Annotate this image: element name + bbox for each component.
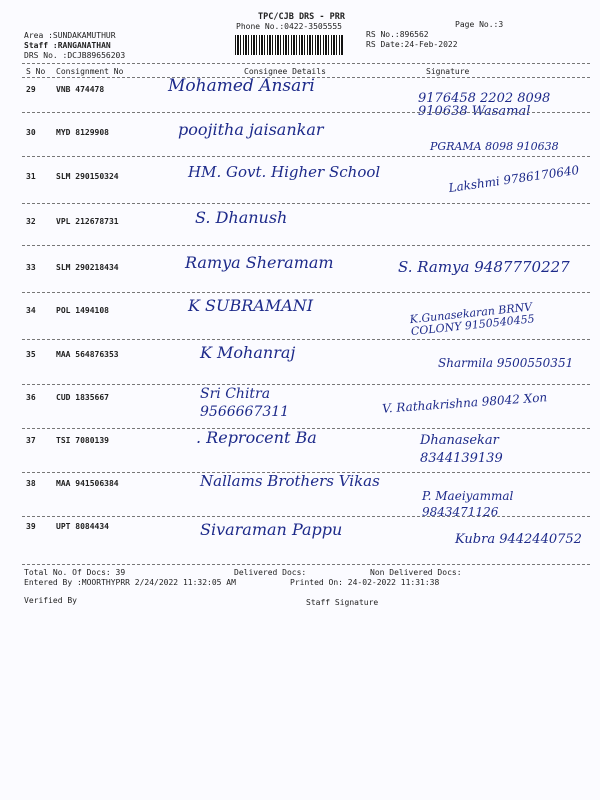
rs-number: RS No.:896562 bbox=[366, 30, 429, 39]
row-divider bbox=[22, 245, 590, 246]
row-signature: PGRAMA 8098 910638 bbox=[430, 140, 559, 153]
row-divider bbox=[22, 339, 590, 340]
row-sno: 30 bbox=[26, 128, 36, 137]
drs-number: DRS No. :DCJB89656203 bbox=[24, 51, 126, 60]
row-signature: S. Ramya 9487770227 bbox=[398, 258, 570, 276]
row-consignment: SLM 290150324 bbox=[56, 172, 119, 181]
row-consignee: K SUBRAMANI bbox=[188, 296, 314, 315]
col-consignee: Consignee Details bbox=[244, 67, 326, 76]
row-consignment: SLM 290218434 bbox=[56, 263, 119, 272]
rs-date: RS Date:24-Feb-2022 bbox=[366, 40, 458, 49]
entered-by: Entered By :MOORTHYPRR 2/24/2022 11:32:05 AM bbox=[24, 578, 236, 587]
row-divider bbox=[22, 203, 590, 204]
row-signature: Sharmila 9500550351 bbox=[438, 356, 574, 370]
row-consignment: UPT 8084434 bbox=[56, 522, 109, 531]
row-divider bbox=[22, 112, 590, 113]
row-consignment: CUD 1835667 bbox=[56, 393, 109, 402]
row-consignee: Ramya Sheramam bbox=[185, 253, 334, 272]
verified-by: Verified By bbox=[24, 596, 77, 605]
row-signature: K.Gunasekaran BRNV COLONY 9150540455 bbox=[409, 300, 536, 339]
row-consignment: VNB 474478 bbox=[56, 85, 105, 94]
row-sno: 33 bbox=[26, 263, 36, 272]
row-sno: 38 bbox=[26, 479, 36, 488]
staff-signature: Staff Signature bbox=[306, 598, 379, 607]
row-sno: 36 bbox=[26, 393, 36, 402]
row-consignee: Mohamed Ansari bbox=[168, 76, 315, 96]
barcode-image bbox=[235, 35, 343, 55]
col-consignment: Consignment No bbox=[56, 67, 124, 76]
row-divider bbox=[22, 564, 590, 565]
phone-number: Phone No.:0422-3505555 bbox=[236, 22, 342, 31]
row-divider bbox=[22, 156, 590, 157]
row-consignee: HM. Govt. Higher School bbox=[188, 163, 381, 181]
row-consignee: Sivaraman Pappu bbox=[200, 520, 343, 539]
row-sno: 39 bbox=[26, 522, 36, 531]
row-signature: P. Maeiyammal 9843471126 bbox=[422, 489, 514, 519]
col-signature: Signature bbox=[426, 67, 470, 76]
row-sno: 37 bbox=[26, 436, 36, 445]
row-sno: 31 bbox=[26, 172, 36, 181]
row-consignee: Nallams Brothers Vikas bbox=[200, 472, 380, 490]
row-consignment: POL 1494108 bbox=[56, 306, 109, 315]
row-consignee: K Mohanraj bbox=[200, 343, 296, 362]
row-consignment: MYD 8129908 bbox=[56, 128, 109, 137]
row-divider bbox=[22, 516, 590, 517]
col-sno: S No bbox=[26, 67, 46, 76]
row-consignee: Sri Chitra 9566667311 bbox=[200, 386, 290, 420]
row-sno: 35 bbox=[26, 350, 36, 359]
row-sno: 34 bbox=[26, 306, 36, 315]
row-consignee: S. Dhanush bbox=[195, 208, 288, 227]
header-divider-top bbox=[22, 63, 590, 64]
row-consignment: VPL 212678731 bbox=[56, 217, 119, 226]
total-docs: Total No. Of Docs: 39 bbox=[24, 568, 126, 577]
row-consignment: MAA 564876353 bbox=[56, 350, 119, 359]
row-signature: Kubra 9442440752 bbox=[455, 532, 582, 547]
row-consignee: . Reprocent Ba bbox=[196, 428, 317, 447]
row-sno: 32 bbox=[26, 217, 36, 226]
row-sno: 29 bbox=[26, 85, 36, 94]
staff-label: Staff :RANGANATHAN bbox=[24, 41, 111, 50]
row-divider bbox=[22, 292, 590, 293]
area-label: Area :SUNDAKAMUTHUR bbox=[24, 31, 116, 40]
row-signature: V. Rathakrishna 98042 Xon bbox=[381, 390, 548, 416]
page-title: TPC/CJB DRS - PRR bbox=[258, 12, 345, 22]
row-consignment: TSI 7080139 bbox=[56, 436, 109, 445]
page-number: Page No.:3 bbox=[455, 20, 504, 29]
row-consignment: MAA 941506384 bbox=[56, 479, 119, 488]
delivered-docs: Delivered Docs: bbox=[234, 568, 307, 577]
row-signature: 9176458 2202 8098 910638 Wasamal bbox=[418, 91, 551, 119]
row-signature: Lakshmi 9786170640 bbox=[447, 162, 581, 196]
row-signature: Dhanasekar 8344139139 bbox=[420, 433, 503, 466]
printed-on: Printed On: 24-02-2022 11:31:38 bbox=[290, 578, 440, 587]
non-delivered-docs: Non Delivered Docs: bbox=[370, 568, 462, 577]
row-consignee: poojitha jaisankar bbox=[178, 120, 324, 139]
